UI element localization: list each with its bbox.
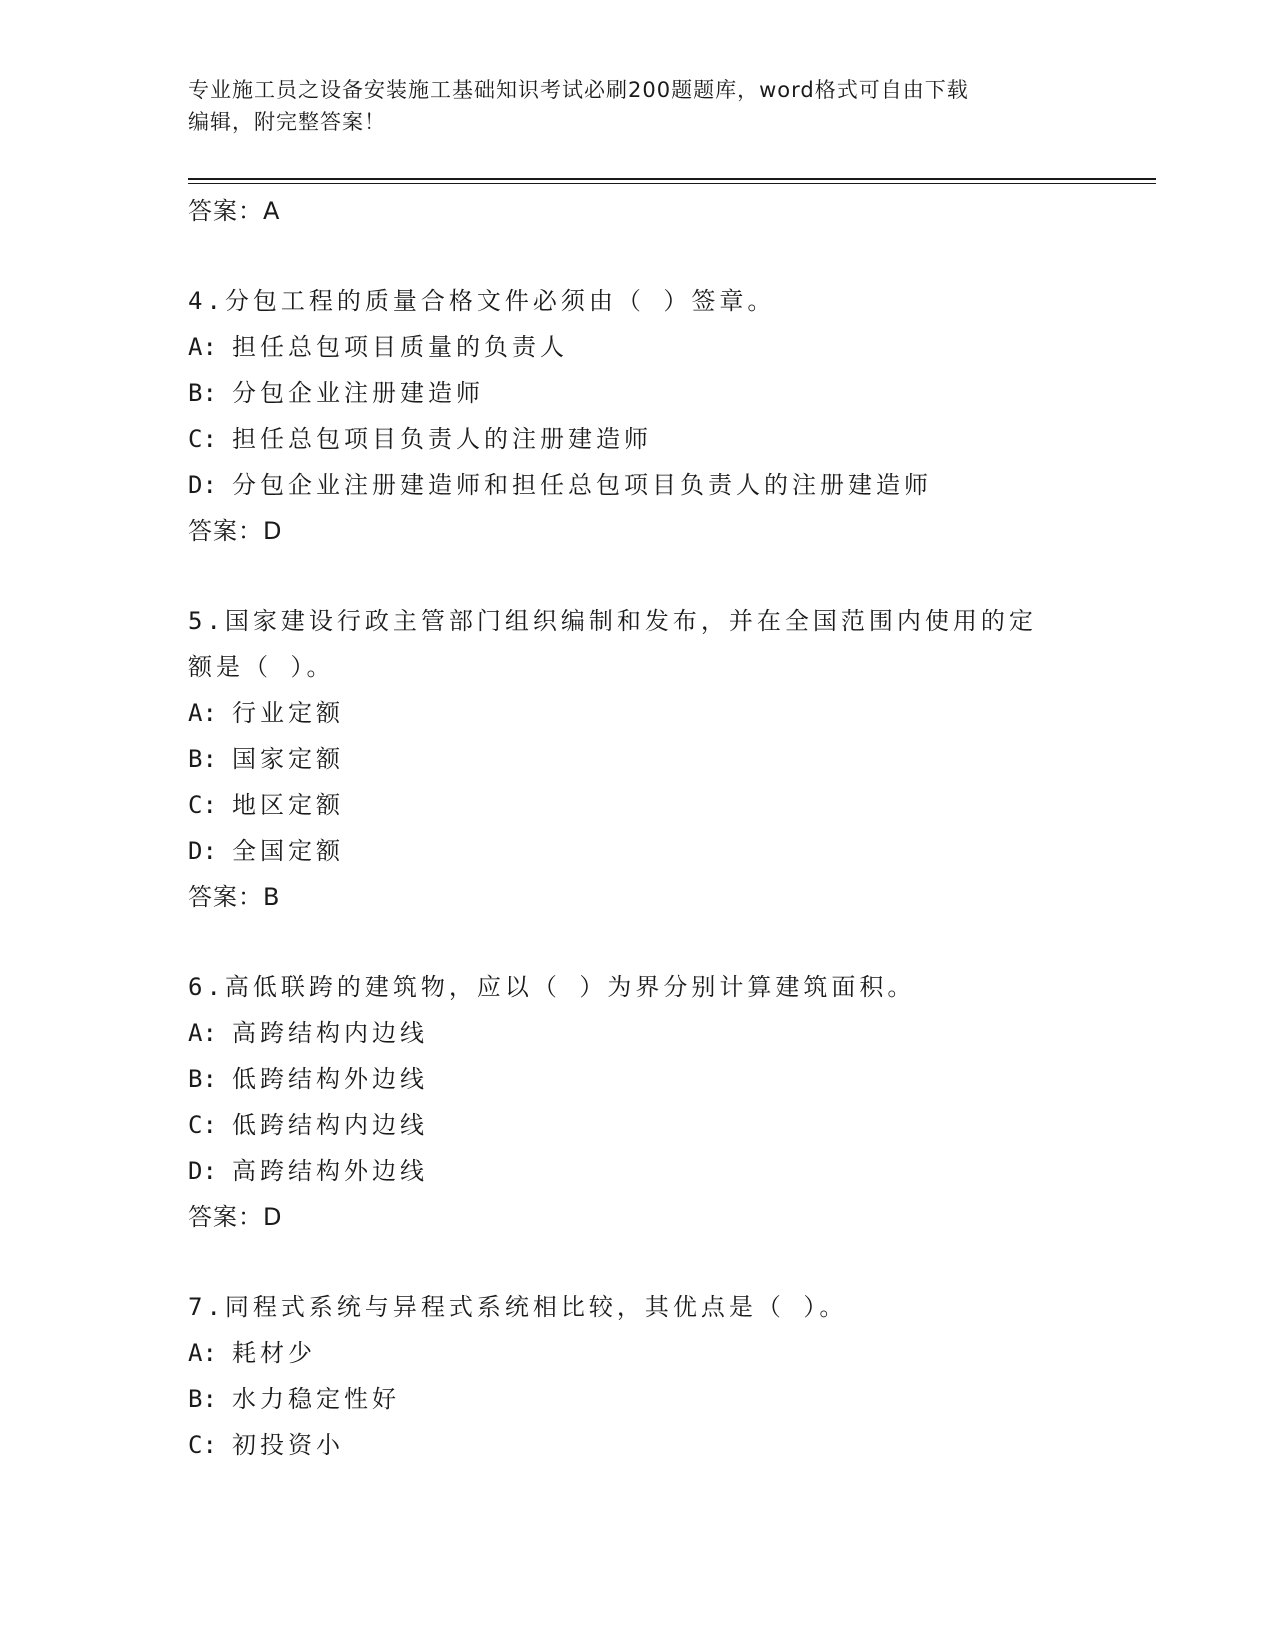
question-list <box>188 188 1088 1468</box>
option-letter: C: <box>188 1111 217 1139</box>
question-stem: 7.同程式系统与异程式系统相比较，其优点是（ ）。 <box>188 1293 848 1321</box>
option-d <box>188 828 1088 874</box>
option-letter: B: <box>188 1065 217 1093</box>
option-letter: C: <box>188 791 217 819</box>
option-letter: A: <box>188 333 217 361</box>
option-a <box>188 1010 1088 1056</box>
option-a <box>188 690 1088 736</box>
option-text: 分包企业注册建造师 <box>232 379 484 407</box>
header-line-1: 专业施工员之设备安装施工基础知识考试必刷200题题库，word格式可自由下载 <box>188 78 969 102</box>
option-a <box>188 1330 1088 1376</box>
option-letter: A: <box>188 1019 217 1047</box>
option-letter: B: <box>188 1385 217 1413</box>
option-text: 担任总包项目负责人的注册建造师 <box>232 425 652 453</box>
answer-label: 答案：D <box>188 517 283 545</box>
option-text: 高跨结构内边线 <box>232 1019 428 1047</box>
option-text: 分包企业注册建造师和担任总包项目负责人的注册建造师 <box>232 471 932 499</box>
option-text: 全国定额 <box>232 837 344 865</box>
option-c <box>188 416 1088 462</box>
option-a <box>188 324 1088 370</box>
option-text: 行业定额 <box>232 699 344 727</box>
option-c <box>188 1422 1088 1468</box>
option-d <box>188 462 1088 508</box>
option-b <box>188 370 1088 416</box>
question-6 <box>188 964 1088 1240</box>
question-7 <box>188 1284 1088 1468</box>
option-letter: C: <box>188 1431 217 1459</box>
option-text: 低跨结构内边线 <box>232 1111 428 1139</box>
option-letter: C: <box>188 425 217 453</box>
option-letter: B: <box>188 745 217 773</box>
option-letter: D: <box>188 471 217 499</box>
question-stem: 6.高低联跨的建筑物，应以（ ）为界分别计算建筑面积。 <box>188 973 916 1001</box>
option-b <box>188 1376 1088 1422</box>
header-divider-thin <box>188 183 1156 184</box>
header-divider-thick <box>188 178 1156 180</box>
option-b <box>188 1056 1088 1102</box>
question-stem-continued: 额是（ ）。 <box>188 653 335 681</box>
option-letter: A: <box>188 699 217 727</box>
option-text: 水力稳定性好 <box>232 1385 400 1413</box>
option-b <box>188 736 1088 782</box>
answer-label: 答案：D <box>188 1203 283 1231</box>
option-c <box>188 782 1088 828</box>
option-text: 地区定额 <box>232 791 344 819</box>
question-stem: 5.国家建设行政主管部门组织编制和发布，并在全国范围内使用的定 <box>188 607 1037 635</box>
option-text: 国家定额 <box>232 745 344 773</box>
answer-label: 答案：B <box>188 883 281 911</box>
option-text: 低跨结构外边线 <box>232 1065 428 1093</box>
option-text: 担任总包项目质量的负责人 <box>232 333 568 361</box>
option-text: 高跨结构外边线 <box>232 1157 428 1185</box>
option-text: 初投资小 <box>232 1431 344 1459</box>
option-c <box>188 1102 1088 1148</box>
header-line-2: 编辑，附完整答案！ <box>188 110 386 134</box>
document-header <box>188 74 1088 138</box>
option-letter: D: <box>188 1157 217 1185</box>
option-letter: A: <box>188 1339 217 1367</box>
question-4 <box>188 278 1088 554</box>
question-stem: 4.分包工程的质量合格文件必须由（ ）签章。 <box>188 287 776 315</box>
option-letter: B: <box>188 379 217 407</box>
option-letter: D: <box>188 837 217 865</box>
answer-label: 答案：A <box>188 197 281 225</box>
option-d <box>188 1148 1088 1194</box>
option-text: 耗材少 <box>232 1339 316 1367</box>
question-5 <box>188 598 1088 920</box>
